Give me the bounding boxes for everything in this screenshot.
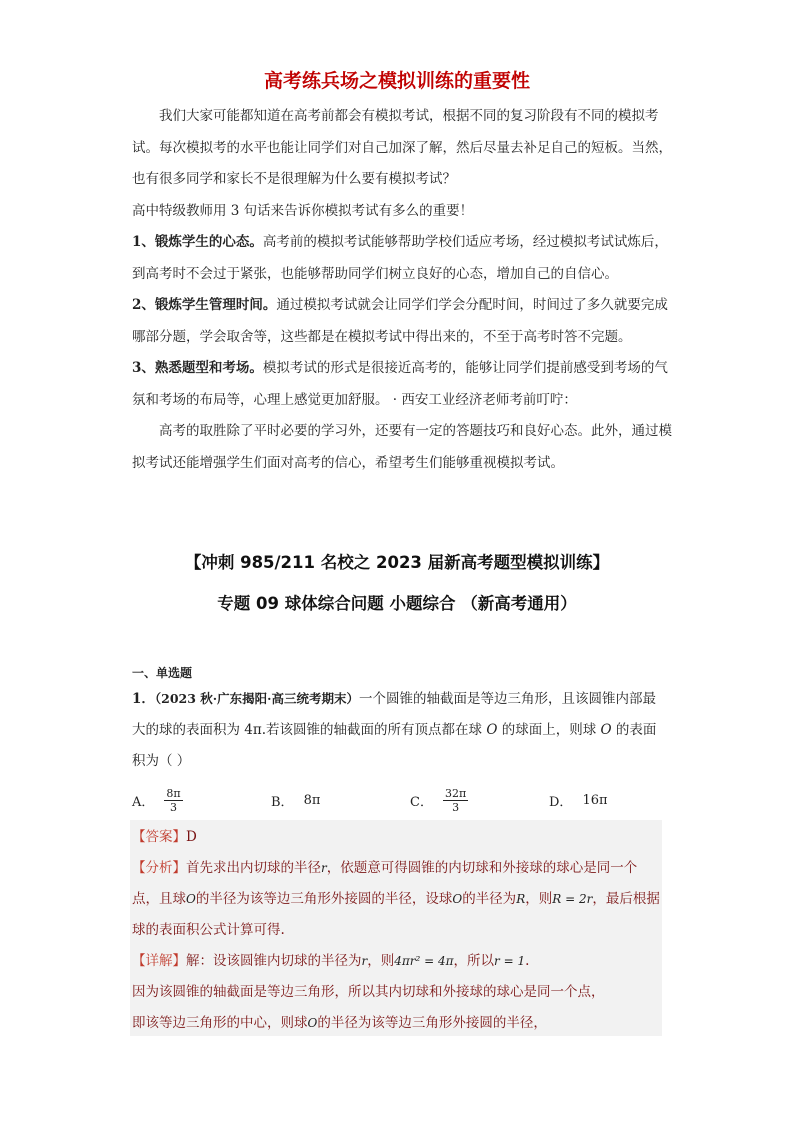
question-text-a: 一个圆锥的轴截面是等边三角形，且该圆锥内部最大的球的表面积为 4π.若该圆锥的轴截面的所有顶点都在球	[132, 691, 657, 738]
option-a-denominator: 3	[170, 800, 177, 814]
math-var: r	[321, 861, 327, 875]
point-2-label: 2、锻炼学生管理时间。	[132, 297, 277, 313]
option-b	[271, 782, 320, 818]
option-a-label: A．	[132, 794, 155, 810]
option-b-value: 8π	[303, 792, 321, 808]
analysis-text: ，则	[525, 891, 553, 907]
exam-title-line-2: 专题 09 球体综合问题 小题综合 （新高考通用）	[217, 594, 577, 613]
page-title: 高考练兵场之模拟训练的重要性	[263, 70, 530, 92]
point-1	[132, 227, 672, 290]
math-equation: 4πr² = 4π	[394, 954, 454, 968]
option-a	[132, 782, 183, 818]
exam-title-line-1: 【冲刺 985/211 名校之 2023 届新高考题型模拟训练】	[184, 553, 610, 572]
question-var-o: O	[486, 722, 498, 738]
detail-tag: 【详解】	[132, 953, 186, 969]
detail-text: ，则	[367, 953, 395, 969]
detail-text: ，所以	[453, 953, 495, 969]
option-d	[549, 782, 608, 818]
option-c	[410, 782, 468, 818]
answer-line	[132, 822, 660, 853]
point-3-text: 模拟考试的形式是很接近高考的，能够让同学们提前感受到考场的气氛和考场的布局等，心理上感觉更加舒服。 · 西安工业经济老师考前叮咛：	[132, 360, 668, 408]
point-3	[132, 353, 672, 416]
question-source: （2023 秋·广东揭阳·高三统考期末）	[154, 691, 360, 706]
answer-options	[132, 782, 664, 822]
detail-text: .	[525, 953, 530, 969]
detail-text: 即该等边三角形的中心，则球	[132, 1015, 308, 1031]
math-equation: R = 2r	[552, 892, 593, 906]
point-2-text: 通过模拟考试就会让同学们学会分配时间，时间过了多久就要完成哪部分题，学会取舍等，这些都是在模拟考试中得出来的，不至于高考时答不完题。	[132, 297, 668, 345]
math-var: R	[516, 892, 526, 906]
option-a-numerator: 8π	[166, 786, 181, 800]
math-var: O	[452, 892, 463, 906]
detail-line-3	[132, 1008, 660, 1039]
math-var: r	[361, 954, 368, 968]
option-d-value: 16π	[582, 792, 608, 808]
point-1-label: 1、锻炼学生的心态。	[132, 234, 263, 250]
question-var-o: O	[600, 722, 612, 738]
answer-value: D	[186, 829, 197, 845]
analysis-paragraph	[132, 853, 660, 946]
question-number: 1．	[132, 691, 155, 707]
option-c-numerator: 32π	[444, 786, 467, 800]
option-c-denominator: 3	[452, 800, 460, 814]
math-var: O	[307, 1016, 318, 1030]
question-text-b: 的球面上，则球	[497, 722, 601, 738]
math-var: O	[186, 892, 196, 906]
intro-paragraph-3: 高考的取胜除了平时必要的学习外，还要有一定的答题技巧和良好心态。此外，通过模拟考试还能增强学生们面对高考的信心，希望考生们能够重视模拟考试。	[132, 423, 672, 471]
point-2	[132, 290, 672, 353]
detail-text: 解：设该圆锥内切球的半径为	[186, 953, 362, 969]
analysis-text: 的半径为	[462, 891, 517, 907]
math-equation: r = 1	[494, 954, 526, 968]
answer-tag: 【答案】	[132, 829, 186, 845]
point-3-label: 3、熟悉题型和考场。	[132, 360, 263, 376]
question-1	[132, 683, 664, 777]
analysis-text: ，依题意可得圆锥的内切球和外接球的球心是同一个点，且球	[132, 860, 638, 907]
point-1-text: 高考前的模拟考试能够帮助学校们适应考场，经过模拟考试试炼后，到高考时不会过于紧张，也能够帮助同学们树立良好的心态，增加自己的自信心。	[132, 234, 668, 282]
option-c-fraction	[443, 787, 468, 814]
detail-text: 的半径为该等边三角形外接圆的半径，	[317, 1015, 547, 1031]
detail-line-1	[132, 946, 660, 977]
option-c-label: C．	[410, 794, 433, 810]
analysis-text: 首先求出内切球的半径	[186, 860, 321, 876]
intro-paragraph-2: 高中特级教师用 3 句话来告诉你模拟考试有多么的重要！	[132, 203, 474, 219]
intro-paragraph-1: 我们大家可能都知道在高考前都会有模拟考试，根据不同的复习阶段有不同的模拟考试。每次模拟考的水平也能让同学们对自己加深了解，然后尽量去补足自己的短板。当然，也有很多同学和家长不是很理解为什么要有模拟考试？	[132, 108, 672, 187]
detail-line-2: 因为该圆锥的轴截面是等边三角形，所以其内切球和外接球的球心是同一个点，	[132, 984, 605, 1000]
question-text-c: 的表面积为（ ）	[132, 722, 657, 769]
section-heading: 一、单选题	[132, 666, 193, 680]
analysis-text: ，最后根据球的表面积公式计算可得.	[132, 891, 660, 938]
analysis-text: 的半径为该等边三角形外接圆的半径，设球	[195, 891, 453, 907]
option-d-label: D．	[549, 794, 573, 810]
option-b-label: B．	[271, 794, 294, 810]
analysis-tag: 【分析】	[132, 860, 186, 876]
option-a-fraction	[164, 787, 182, 814]
